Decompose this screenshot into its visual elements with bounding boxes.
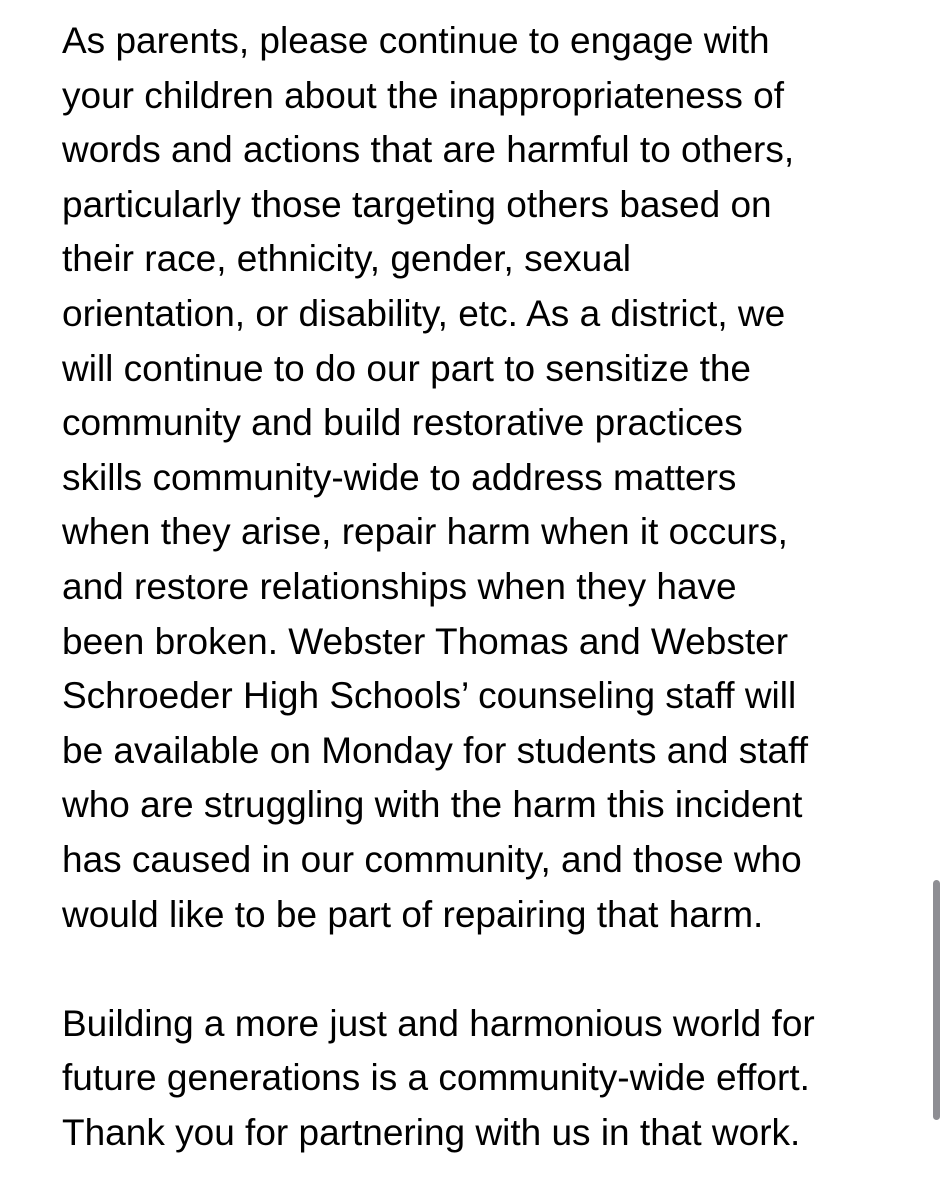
text-line: when they arise, repair harm when it occurs, — [62, 511, 788, 553]
text-line: words and actions that are harmful to others, — [62, 129, 795, 171]
text-line: As parents, please continue to engage with — [62, 20, 770, 61]
text-line: has caused in our community, and those who — [62, 838, 802, 880]
paragraph-spacer — [62, 942, 912, 997]
text-line: Thank you for partnering with us in that work. — [62, 1111, 801, 1153]
text-line: future generations is a community-wide effort. — [62, 1057, 810, 1099]
text-line: Schroeder High Schools’ counseling staff will — [62, 675, 797, 717]
text-line: will continue to do our part to sensitize the — [62, 347, 751, 389]
text-line: skills community-wide to address matters — [62, 456, 737, 498]
text-line: and restore relationships when they have — [62, 565, 737, 607]
vertical-scrollbar[interactable] — [933, 880, 940, 1120]
document-body — [62, 14, 912, 1160]
paragraph-2 — [62, 997, 912, 1161]
text-line: orientation, or disability, etc. As a district, we — [62, 292, 786, 334]
paragraph-1 — [62, 14, 912, 942]
text-line: been broken. Webster Thomas and Webster — [62, 620, 789, 662]
text-line: your children about the inappropriateness of — [62, 74, 784, 116]
text-line: particularly those targeting others based on — [62, 183, 772, 225]
text-line: Building a more just and harmonious world for — [62, 1002, 815, 1044]
text-line: community and build restorative practices — [62, 402, 743, 444]
text-line: their race, ethnicity, gender, sexual — [62, 238, 632, 280]
text-line: would like to be part of repairing that harm. — [62, 893, 764, 935]
text-line: who are struggling with the harm this incident — [62, 784, 803, 826]
text-line: be available on Monday for students and staff — [62, 729, 808, 771]
